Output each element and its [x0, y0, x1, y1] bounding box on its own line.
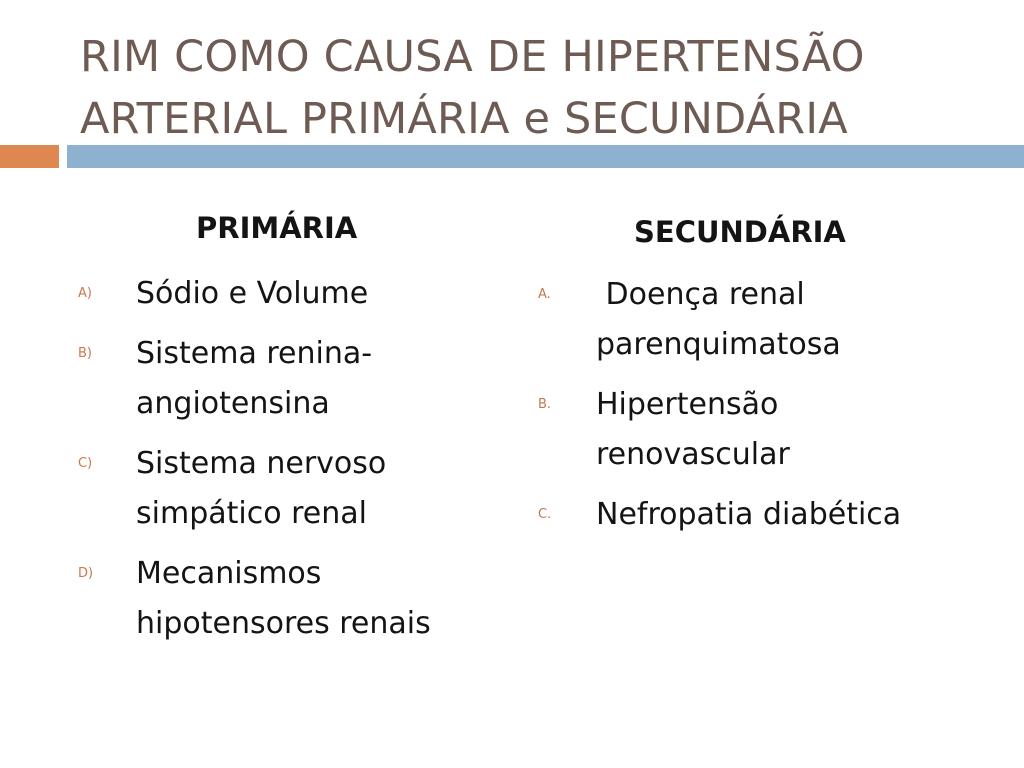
- list-item-text: [136, 329, 496, 429]
- primaria-list-item-d: [76, 549, 496, 649]
- list-item-text: [596, 270, 996, 370]
- list-marker: A.: [538, 287, 551, 302]
- primaria-list-item-b: [76, 329, 496, 429]
- list-item-line: Mecanismos: [136, 556, 322, 591]
- secundaria-list-item-b: [536, 380, 996, 480]
- list-marker: D): [78, 566, 94, 581]
- list-item-line: parenquimatosa: [596, 327, 841, 362]
- list-item-text: [136, 549, 496, 649]
- secundaria-heading: SECUNDÁRIA: [634, 215, 846, 249]
- list-item-line: renovascular: [596, 437, 790, 472]
- primaria-list-item-a: [76, 269, 496, 319]
- list-item-line: hipotensores renais: [136, 606, 431, 641]
- list-item-line: angiotensina: [136, 386, 330, 421]
- slide-title-line-2: ARTERIAL PRIMÁRIA e SECUNDÁRIA: [80, 94, 848, 144]
- list-marker: B): [78, 346, 92, 361]
- list-marker: B.: [538, 397, 552, 412]
- list-marker: C): [78, 456, 93, 471]
- secundaria-list: [536, 270, 996, 540]
- list-item-text: [596, 490, 996, 540]
- primaria-list-item-c: [76, 439, 496, 539]
- list-item-line: simpático renal: [136, 496, 367, 531]
- list-item-text: [136, 269, 496, 319]
- secundaria-column: [536, 206, 996, 550]
- list-marker: C.: [538, 507, 552, 522]
- list-item-line: Sistema renina-: [136, 336, 373, 371]
- list-item-text: [136, 439, 496, 539]
- slide-title: [80, 26, 1000, 150]
- list-item-line: Sódio e Volume: [136, 276, 369, 311]
- secundaria-list-item-c: [536, 490, 996, 540]
- primaria-heading: PRIMÁRIA: [196, 211, 358, 245]
- primaria-column: [76, 206, 496, 659]
- list-item-line: Doença renal: [596, 277, 805, 312]
- secundaria-list-item-a: [536, 270, 996, 370]
- list-item-line: Hipertensão: [596, 387, 779, 422]
- list-item-line: Sistema nervoso: [136, 446, 387, 481]
- list-item-text: [596, 380, 996, 480]
- primaria-list: [76, 269, 496, 649]
- list-marker: A): [78, 286, 92, 301]
- title-accent-bar-orange: [0, 145, 59, 168]
- title-accent-bar-blue: [67, 145, 1024, 168]
- slide-title-line-1: RIM COMO CAUSA DE HIPERTENSÃO: [80, 32, 865, 82]
- list-item-line: Nefropatia diabética: [596, 497, 902, 532]
